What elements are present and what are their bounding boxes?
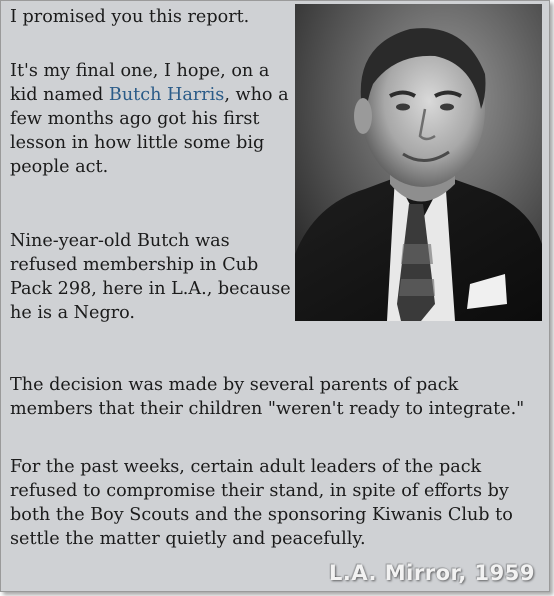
paragraph-2-text-after: , who a few months ago got his first lesson in how little some big people act.: [10, 85, 289, 177]
paragraph-2-text-before: It's my final one, I hope, on a kid named: [10, 61, 270, 105]
paragraph-2: [10, 59, 295, 179]
paragraph-3: Nine-year-old Butch was refused membership in Cub Pack 298, here in L.A., because he is a Negro.: [10, 231, 291, 323]
paragraph-1: I promised you this report.: [10, 7, 250, 27]
portrait-illustration: [295, 4, 542, 321]
paragraph-5: For the past weeks, certain adult leaders of the pack refused to compromise their stand, in spite of efforts by both the Boy Scouts and the sponsoring Kiwanis Club to settle the matter quietly and peacefully.: [10, 457, 513, 549]
portrait-photo: [295, 4, 542, 321]
butch-harris-link[interactable]: Butch Harris: [108, 85, 225, 105]
paragraph-4: The decision was made by several parents of pack members that their children "weren't ready to integrate.": [10, 375, 525, 419]
source-watermark: L.A. Mirror, 1959: [328, 561, 535, 585]
